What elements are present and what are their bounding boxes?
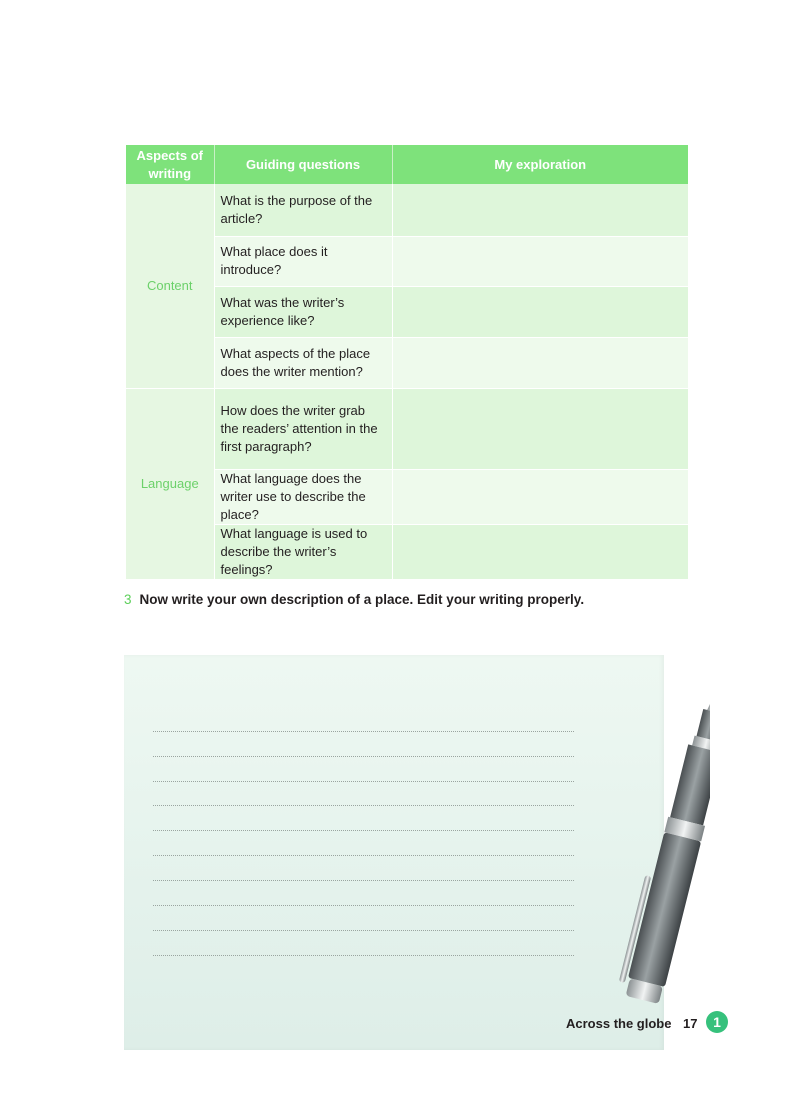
task-text: Now write your own description of a place. Edit your writing properly. xyxy=(139,592,585,607)
exploration-table xyxy=(126,145,688,580)
writing-line[interactable] xyxy=(153,756,574,757)
question-cell: What language does the writer use to describe the place? xyxy=(214,469,392,524)
exploration-cell[interactable] xyxy=(392,524,688,579)
exploration-cell[interactable] xyxy=(392,236,688,286)
writing-line[interactable] xyxy=(153,930,574,931)
task-instruction xyxy=(124,592,584,607)
writing-line[interactable] xyxy=(153,955,574,956)
question-cell: What place does it introduce? xyxy=(214,236,392,286)
task-number: 3 xyxy=(124,592,132,607)
header-aspects: Aspects of writing xyxy=(126,145,214,184)
question-cell: How does the writer grab the readers’ attention in the first paragraph? xyxy=(214,388,392,469)
exploration-cell[interactable] xyxy=(392,388,688,469)
header-my-exploration: My exploration xyxy=(392,145,688,184)
question-cell: What language is used to describe the writer’s feelings? xyxy=(214,524,392,579)
exploration-cell[interactable] xyxy=(392,337,688,388)
writing-line[interactable] xyxy=(153,880,574,881)
writing-line[interactable] xyxy=(153,731,574,732)
exploration-cell[interactable] xyxy=(392,286,688,337)
aspect-language: Language xyxy=(126,388,214,579)
page-number: 17 xyxy=(683,1016,698,1031)
writing-line[interactable] xyxy=(153,805,574,806)
exploration-cell[interactable] xyxy=(392,469,688,524)
writing-line[interactable] xyxy=(153,855,574,856)
footer-unit-title: Across the globe xyxy=(566,1016,672,1031)
header-guiding-questions: Guiding questions xyxy=(214,145,392,184)
table-header-row xyxy=(126,145,688,184)
fountain-pen-icon xyxy=(560,660,710,1015)
question-cell: What was the writer’s experience like? xyxy=(214,286,392,337)
table-row xyxy=(126,388,688,469)
question-cell: What aspects of the place does the writer mention? xyxy=(214,337,392,388)
unit-badge: 1 xyxy=(706,1011,728,1033)
writing-line[interactable] xyxy=(153,781,574,782)
question-cell: What is the purpose of the article? xyxy=(214,184,392,236)
aspect-content: Content xyxy=(126,184,214,388)
table-row xyxy=(126,184,688,236)
writing-line[interactable] xyxy=(153,905,574,906)
exploration-cell[interactable] xyxy=(392,184,688,236)
writing-line[interactable] xyxy=(153,830,574,831)
